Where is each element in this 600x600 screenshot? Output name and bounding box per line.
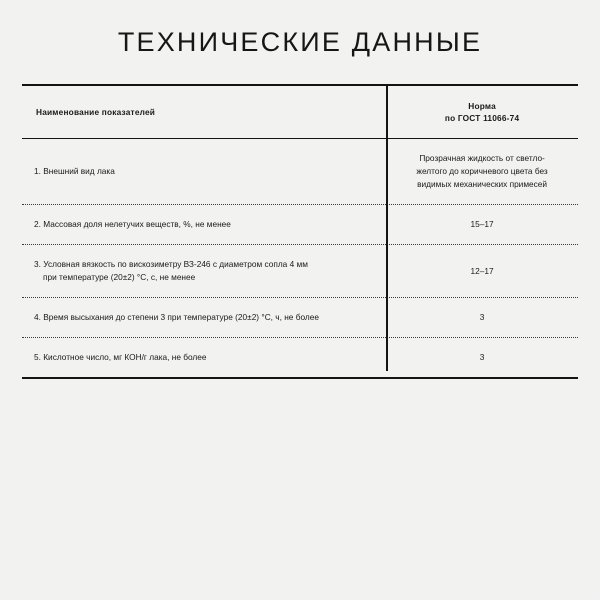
row-value-4-line1: 3 [479, 311, 485, 322]
row-name-1-text: 1. Внешний вид лака [34, 166, 115, 177]
column-divider [386, 84, 388, 371]
row-value-3 [386, 245, 578, 298]
spec-table-container [22, 84, 578, 379]
technical-data-table [22, 84, 578, 379]
column-header-norm-line1: Норма [468, 100, 496, 111]
row-value-3-line1: 12–17 [470, 265, 494, 276]
column-header-norm [386, 85, 578, 138]
row-name-3 [22, 245, 386, 298]
row-name-1 [22, 138, 386, 205]
page-title: ТЕХНИЧЕСКИЕ ДАННЫЕ [117, 27, 483, 57]
row-name-4 [22, 297, 386, 337]
row-value-1-line2: желтого до коричневого цвета без [416, 165, 548, 176]
row-name-2-text: 2. Массовая доля нелетучих веществ, %, не менее [34, 219, 231, 230]
row-name-3-text2: при температуре (20±2) °С, с, не менее [43, 272, 196, 283]
row-value-1-line3: видимых механических примесей [417, 179, 548, 190]
table-row [22, 138, 578, 205]
column-header-norm-line2: по ГОСТ 11066-74 [444, 113, 520, 124]
row-value-5 [386, 337, 578, 377]
row-value-1-line1: Прозрачная жидкость от светло- [419, 152, 545, 163]
row-value-2 [386, 205, 578, 245]
row-name-5 [22, 337, 386, 377]
table-row [22, 297, 578, 337]
row-name-5-text: 5. Кислотное число, мг КОН/г лака, не более [34, 351, 207, 362]
row-name-4-text: 4. Время высыхания до степени 3 при температуре (20±2) °С, ч, не более [34, 311, 319, 322]
column-header-name: Наименование показателей [22, 85, 386, 138]
table-body [22, 138, 578, 378]
table-head [22, 85, 578, 138]
row-value-2-line1: 15–17 [470, 219, 494, 230]
row-value-5-line1: 3 [479, 351, 485, 362]
row-name-3-text: 3. Условная вязкость по вискозиметру ВЗ-246 с диаметром сопла 4 мм [34, 259, 308, 270]
row-value-1-block [416, 153, 547, 190]
table-header-row [22, 85, 578, 138]
table-row [22, 337, 578, 377]
row-value-4 [386, 297, 578, 337]
table-row [22, 245, 578, 298]
row-name-2 [22, 205, 386, 245]
table-row [22, 205, 578, 245]
row-value-1 [386, 138, 578, 205]
